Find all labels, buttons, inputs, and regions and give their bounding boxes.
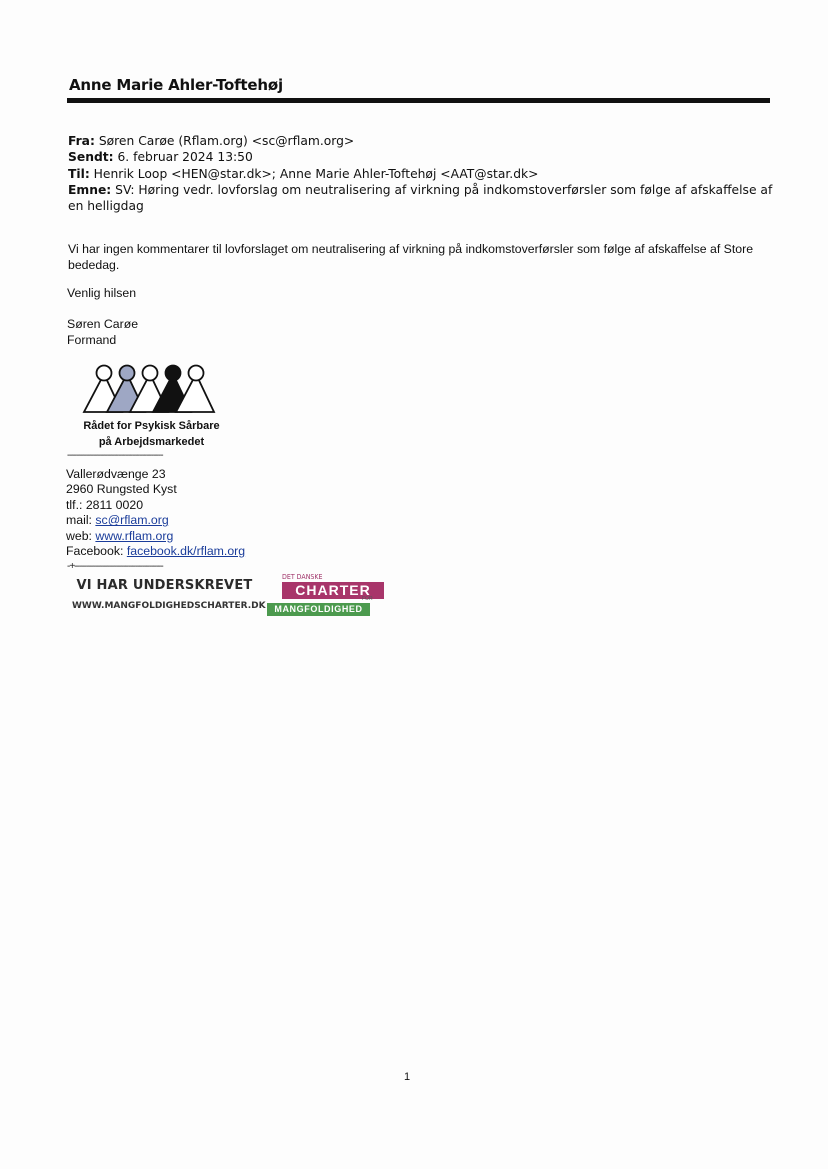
organization-logo — [80, 360, 220, 416]
header-label: Emne: — [68, 182, 112, 197]
charter-badge-top: DET DANSKE — [282, 573, 323, 581]
signature-name: Søren Carøe — [67, 317, 139, 331]
facebook-label: Facebook: — [66, 544, 127, 559]
header-label: Til: — [68, 166, 90, 181]
header-value: SV: Høring vedr. lovforslag om neutralisering af virkning på indkomstoverførsler som følge af afskaffelse af en helligdag — [68, 182, 773, 214]
header-sent — [68, 149, 773, 165]
web-line — [66, 529, 245, 544]
organization-name — [64, 418, 239, 450]
signature-role: Formand — [67, 332, 117, 347]
header-subject — [68, 182, 773, 215]
signature — [67, 317, 138, 348]
org-name-line2: på Arbejdsmarkedet — [98, 436, 205, 448]
separator: ----------------------------------------- — [67, 450, 163, 461]
mail-line — [66, 513, 245, 528]
phone-number: 2811 0020 — [85, 497, 144, 512]
web-link[interactable]: www.rflam.org — [95, 528, 174, 543]
title-rule — [67, 98, 770, 103]
separator: -+-------------------------------------- — [67, 561, 163, 572]
phone-line — [66, 498, 245, 513]
charter-signed-text: VI HAR UNDERSKREVET — [76, 578, 253, 593]
address-city: 2960 Rungsted Kyst — [66, 482, 177, 497]
mail-link[interactable]: sc@rflam.org — [95, 513, 169, 528]
header-label: Sendt: — [68, 150, 114, 165]
facebook-link[interactable]: facebook.dk/rflam.org — [126, 544, 246, 559]
charter-logo — [266, 573, 386, 619]
charter-badge-for: FOR — [362, 596, 373, 602]
address-block — [66, 467, 245, 559]
org-name-line1: Rådet for Psykisk Sårbare — [83, 420, 220, 432]
mail-label: mail: — [66, 513, 96, 528]
email-headers — [68, 133, 773, 214]
header-to — [68, 166, 773, 182]
charter-url: WWW.MANGFOLDIGHEDSCHARTER.DK — [72, 601, 266, 611]
header-value: Søren Carøe (Rflam.org) <sc@rflam.org> — [94, 134, 355, 148]
phone-label: tlf.: — [66, 497, 86, 512]
web-label: web: — [66, 528, 96, 543]
page-number: 1 — [404, 1071, 411, 1083]
greeting: Venlig hilsen — [67, 286, 137, 300]
address-street: Vallerødvænge 23 — [66, 467, 166, 481]
charter-badge-title: CHARTER — [282, 582, 384, 599]
header-value: Henrik Loop <HEN@star.dk>; Anne Marie Ahler-Toftehøj <AAT@star.dk> — [89, 166, 539, 181]
document-title: Anne Marie Ahler-Toftehøj — [69, 76, 283, 94]
header-value: 6. februar 2024 13:50 — [113, 150, 253, 165]
email-body: Vi har ingen kommentarer til lovforslaget om neutralisering af virkning på indkomstoverførsler som følge af afskaffelse af Store bededag. — [68, 242, 754, 272]
header-label: Fra: — [68, 134, 95, 148]
header-from — [68, 133, 773, 149]
charter-signed-block — [72, 578, 266, 611]
facebook-line — [66, 544, 245, 559]
charter-badge-subtitle: MANGFOLDIGHED — [267, 603, 370, 616]
